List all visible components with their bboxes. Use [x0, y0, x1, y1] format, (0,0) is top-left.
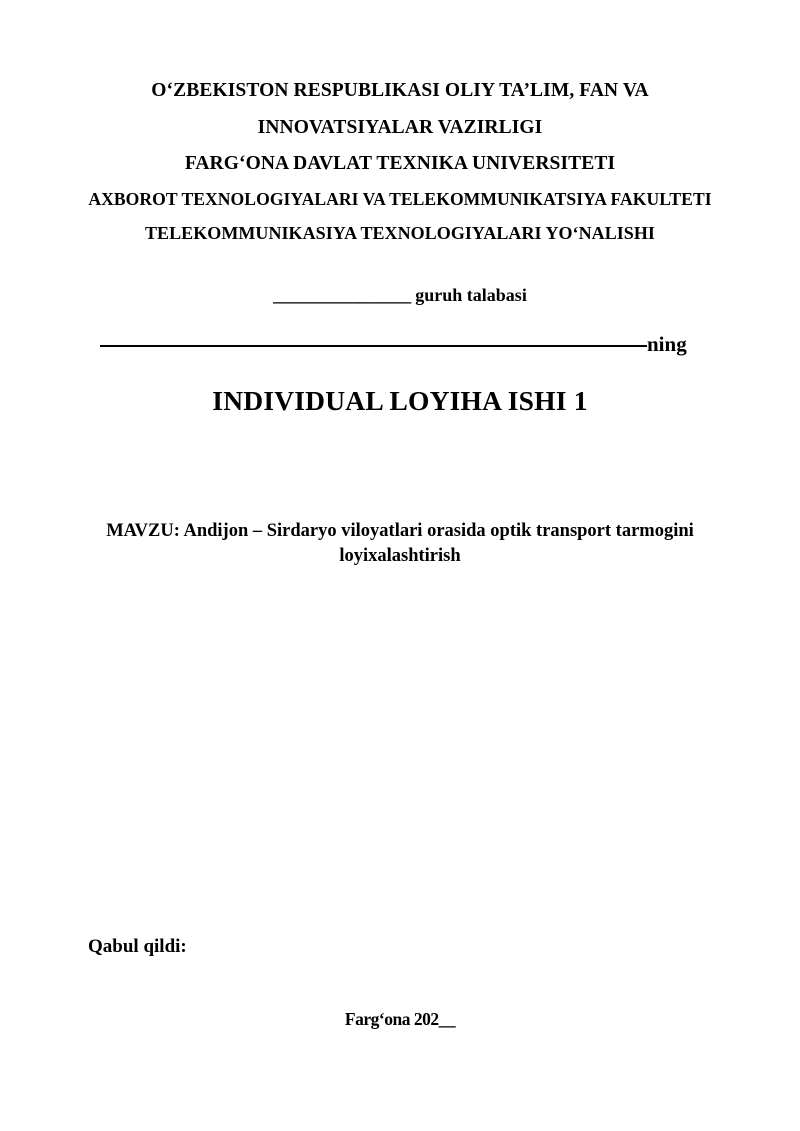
student-name-suffix: ning: [647, 332, 687, 356]
footer-city-year: [50, 1007, 750, 1031]
institution-header: [50, 72, 750, 250]
group-blank-field[interactable]: ________________: [273, 285, 411, 305]
ministry-line-2: INNOVATSIYALAR VAZIRLIGI: [257, 117, 543, 138]
subject-topic: MAVZU: Andijon – Sirdaryo viloyatlari orasida optik transport tarmogini loyixalashtirish: [106, 521, 694, 566]
footer-city-year-text: Farg‘ona 202__: [344, 1009, 456, 1029]
acceptor-label: Qabul qildi:: [88, 936, 187, 957]
group-line: [50, 283, 750, 307]
direction-name: TELEKOMMUNIKASIYA TEXNOLOGIYALARI YO‘NALISHI: [145, 223, 655, 243]
student-name-line: [100, 330, 700, 358]
group-label: guruh talabasi: [410, 285, 527, 305]
ministry-line-1: O‘ZBEKISTON RESPUBLIKASI OLIY TA’LIM, FAN VA: [151, 80, 649, 101]
work-title: INDIVIDUAL LOYIHA ISHI 1: [212, 385, 588, 416]
faculty-name: AXBOROT TEXNOLOGIYALARI VA TELEKOMMUNIKATSIYA FAKULTETI: [88, 189, 712, 209]
student-name-blank-field[interactable]: [100, 345, 647, 347]
university-name: FARG‘ONA DAVLAT TEXNIKA UNIVERSITETI: [184, 153, 616, 174]
